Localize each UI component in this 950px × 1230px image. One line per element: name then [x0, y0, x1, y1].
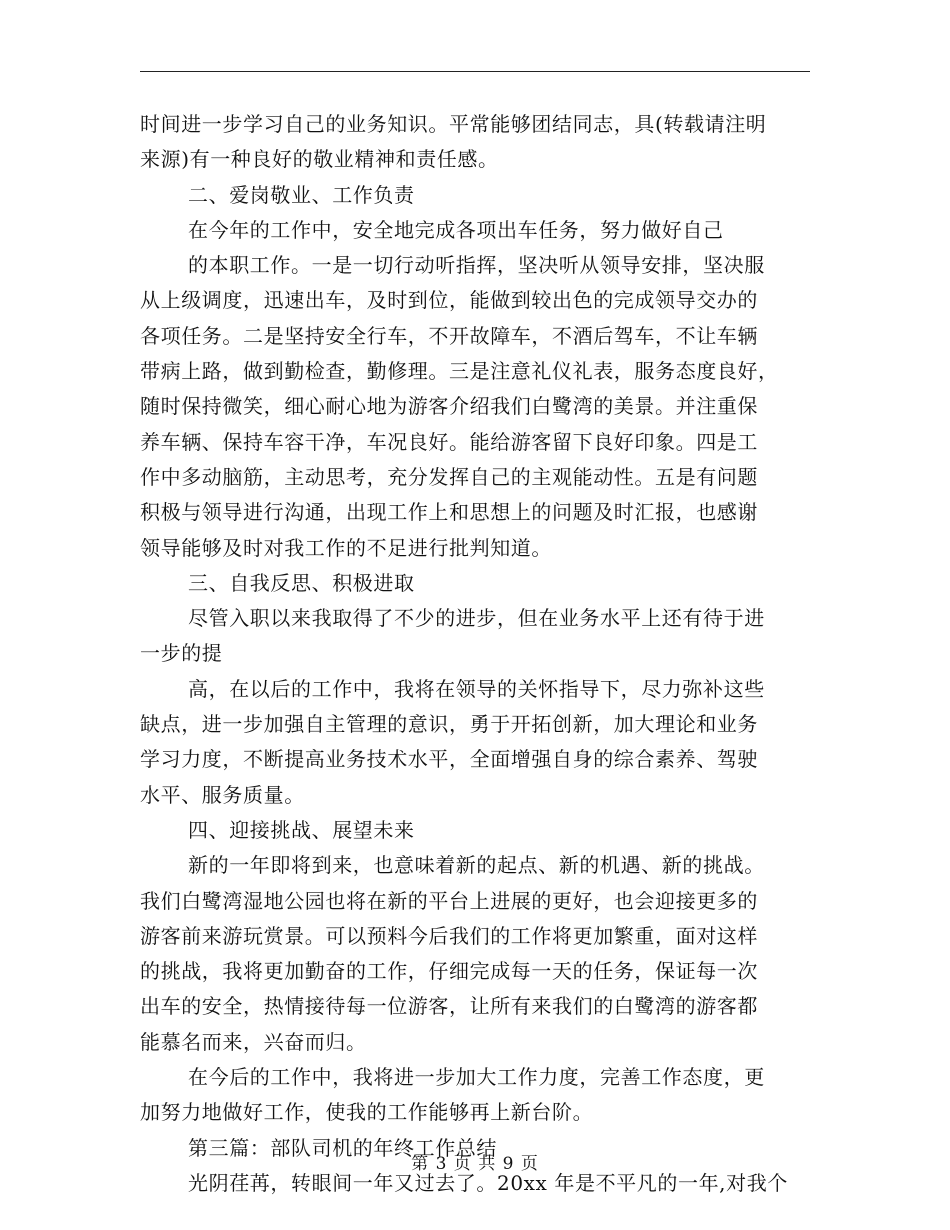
text-line: 各项任务。二是坚持安全行车，不开故障车，不酒后驾车，不让车辆: [140, 323, 758, 348]
text-line: 游客前来游玩赏景。可以预料今后我们的工作将更加繁重，面对这样: [140, 923, 758, 948]
text-line: 二、爱岗敬业、工作负责: [188, 182, 415, 207]
text-line: 水平、服务质量。: [140, 782, 305, 807]
text-line: 光阴荏苒，转眼间一年又过去了。20xx 年是不平凡的一年,对我个: [188, 1170, 788, 1195]
page-footer: 第 3 页 共 9 页: [411, 1154, 539, 1174]
text-line: 领导能够及时对我工作的不足进行批判知道。: [140, 535, 552, 560]
text-line: 高，在以后的工作中，我将在领导的关怀指导下，尽力弥补这些: [188, 676, 765, 701]
text-line: 带病上路，做到勤检查，勤修理。三是注意礼仪礼表，服务态度良好，: [140, 359, 779, 384]
text-line: 出车的安全，热情接待每一位游客，让所有来我们的白鹭湾的游客都: [140, 994, 758, 1019]
text-line: 加努力地做好工作，使我的工作能够再上新台阶。: [140, 1100, 594, 1125]
text-line: 三、自我反思、积极进取: [188, 570, 415, 595]
text-line: 我们白鹭湾湿地公园也将在新的平台上进展的更好，也会迎接更多的: [140, 888, 758, 913]
text-line: 时间进一步学习自己的业务知识。平常能够团结同志，具(转载请注明: [140, 112, 767, 136]
text-line: 在今年的工作中，安全地完成各项出车任务，努力做好自己: [188, 217, 724, 242]
text-line: 能慕名而来，兴奋而归。: [140, 1029, 367, 1054]
text-line: 随时保持微笑，细心耐心地为游客介绍我们白鹭湾的美景。并注重保: [140, 394, 758, 419]
text-line: 的本职工作。一是一切行动听指挥，坚决听从领导安排，坚决服: [188, 253, 765, 278]
text-line: 四、迎接挑战、展望未来: [188, 817, 415, 842]
text-line: 一步的提: [140, 641, 223, 666]
text-line: 的挑战，我将更加勤奋的工作，仔细完成每一天的任务，保证每一次: [140, 959, 758, 984]
text-line: 养车辆、保持车容干净，车况良好。能给游客留下良好印象。四是工: [140, 429, 758, 454]
text-line: 新的一年即将到来，也意味着新的起点、新的机遇、新的挑战。: [188, 853, 765, 878]
text-line: 积极与领导进行沟通，出现工作上和思想上的问题及时汇报，也感谢: [140, 500, 758, 525]
body-text: [140, 107, 830, 1201]
header-rule: [140, 71, 810, 72]
text-line: 从上级调度，迅速出车，及时到位，能做到较出色的完成领导交办的: [140, 288, 758, 313]
text-line: 第三篇：部队司机的年终工作总结: [188, 1135, 497, 1160]
text-line: 作中多动脑筋，主动思考，充分发挥自己的主观能动性。五是有问题: [140, 464, 758, 489]
text-line: 在今后的工作中，我将进一步加大工作力度，完善工作态度，更: [188, 1065, 765, 1090]
text-line: 缺点，进一步加强自主管理的意识，勇于开拓创新，加大理论和业务: [140, 712, 758, 737]
text-line: 来源)有一种良好的敬业精神和责任感。: [140, 147, 499, 172]
text-line: 尽管入职以来我取得了不少的进步，但在业务水平上还有待于进: [188, 606, 765, 631]
text-line: 学习力度，不断提高业务技术水平，全面增强自身的综合素养、驾驶: [140, 747, 758, 772]
